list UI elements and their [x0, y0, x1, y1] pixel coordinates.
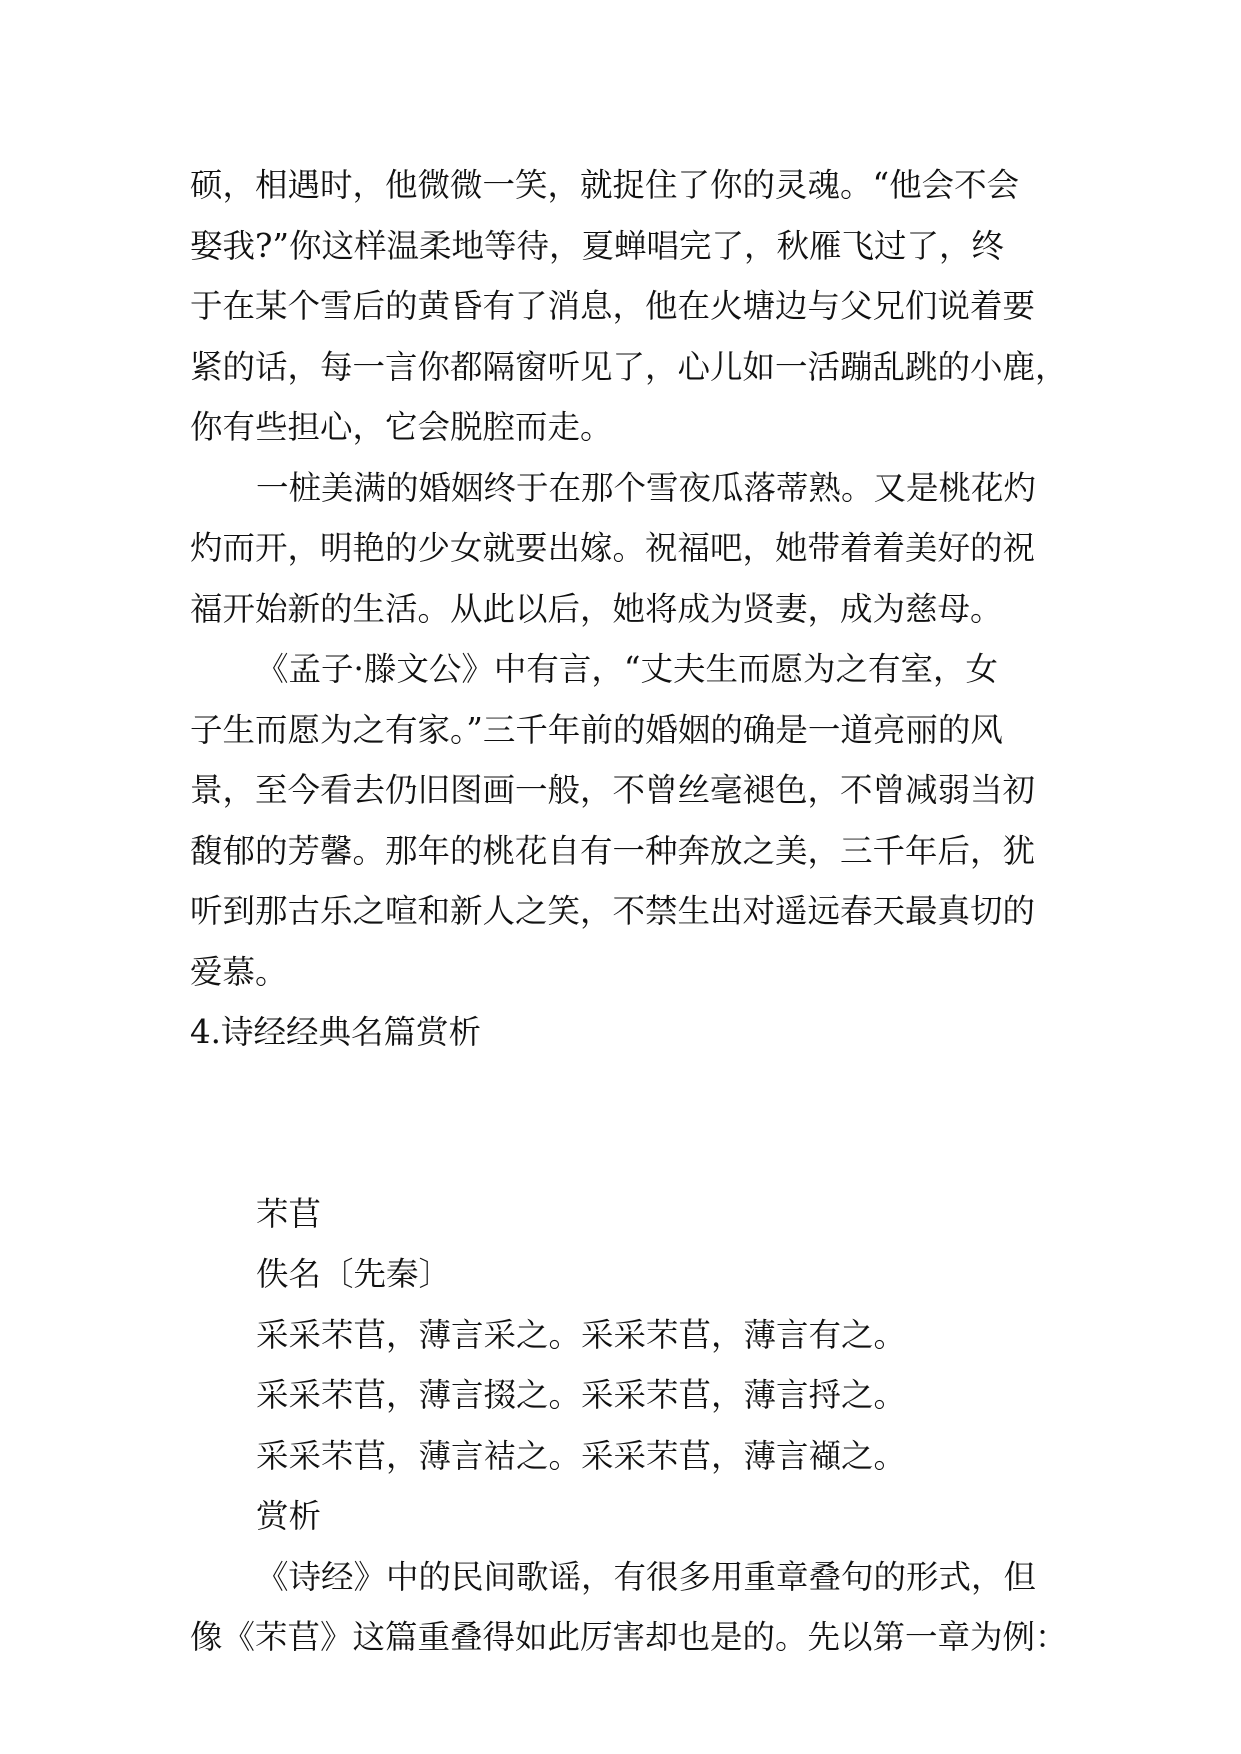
paragraph-line: 景，至今看去仍旧图画一般，不曾丝毫褪色，不曾减弱当初 — [190, 771, 1036, 809]
section-heading: 4.诗经经典名篇赏析 — [190, 1013, 482, 1051]
poem-author: 佚名〔先秦〕 — [256, 1255, 452, 1293]
paragraph-line: 硕，相遇时，他微微一笑，就捉住了你的灵魂。“他会不会 — [190, 166, 1020, 204]
poem-line: 采采芣苢，薄言袺之。采采芣苢，薄言襭之。 — [256, 1436, 907, 1475]
paragraph-line: 《诗经》中的民间歌谣，有很多用重章叠句的形式，但 — [256, 1557, 1037, 1596]
analysis-heading: 赏析 — [256, 1497, 322, 1535]
paragraph-line: 你有些担心，它会脱腔而走。 — [190, 408, 613, 446]
paragraph-line: 娶我?”你这样温柔地等待，夏蝉唱完了，秋雁飞过了，终 — [190, 226, 1005, 265]
paragraph-line: 紧的话，每一言你都隔窗听见了，心儿如一活蹦乱跳的小鹿， — [190, 347, 1068, 386]
poem — [190, 1184, 1060, 1487]
paragraph-3 — [190, 639, 1060, 1002]
paragraph-line: 《孟子·滕文公》中有言，“丈夫生而愿为之有室，女 — [256, 650, 998, 688]
paragraph-line: 福开始新的生活。从此以后，她将成为贤妻，成为慈母。 — [190, 589, 1003, 628]
paragraph-line: 爱慕。 — [190, 952, 288, 991]
paragraph-line: 子生而愿为之有家。”三千年前的婚姻的确是一道亮丽的风 — [190, 710, 1003, 749]
paragraph-line: 像《芣苢》这篇重叠得如此厉害却也是的。先以第一章为例： — [190, 1618, 1068, 1656]
paragraph-line: 于在某个雪后的黄昏有了消息，他在火塘边与父兄们说着要 — [190, 287, 1036, 325]
paragraph-1 — [190, 155, 1068, 458]
poem-title: 芣苢 — [256, 1194, 322, 1233]
paragraph-line: 灼而开，明艳的少女就要出嫁。祝福吧，她带着着美好的祝 — [190, 529, 1036, 567]
poem-line: 采采芣苢，薄言掇之。采采芣苢，薄言捋之。 — [256, 1376, 907, 1414]
paragraph-line: 一桩美满的婚姻终于在那个雪夜瓜落蒂熟。又是桃花灼 — [256, 468, 1037, 507]
poem-line: 采采芣苢，薄言采之。采采芣苢，薄言有之。 — [256, 1315, 907, 1354]
document-body — [190, 155, 1068, 1668]
paragraph-2 — [190, 458, 1060, 640]
blank-space — [190, 1063, 1060, 1184]
analysis-paragraph — [190, 1547, 1068, 1668]
paragraph-line: 听到那古乐之喧和新人之笑，不禁生出对遥远春天最真切的 — [190, 892, 1036, 930]
paragraph-line: 馥郁的芳馨。那年的桃花自有一种奔放之美，三千年后，犹 — [190, 831, 1036, 870]
